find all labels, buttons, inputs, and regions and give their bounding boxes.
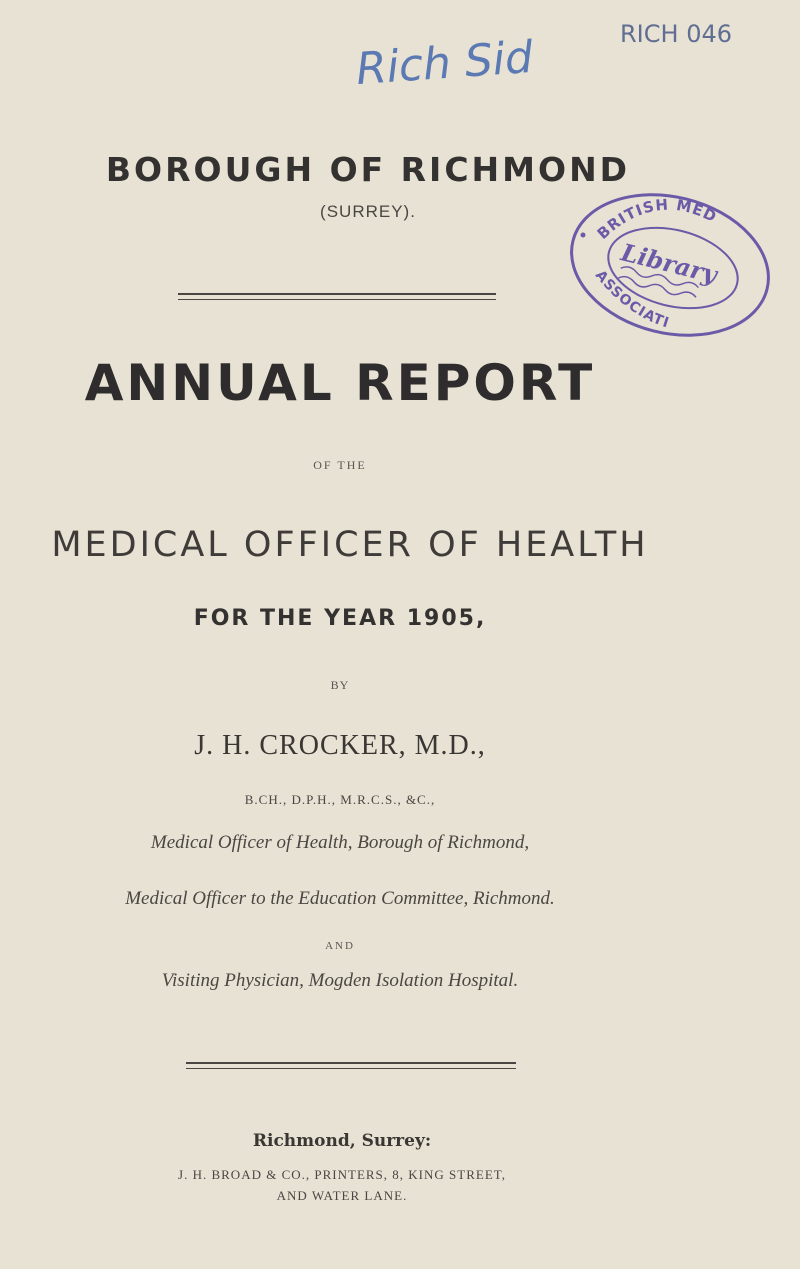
and-text: AND xyxy=(325,940,355,952)
handwritten-title: Rich Sid xyxy=(354,31,535,96)
library-stamp xyxy=(565,180,775,350)
stamp-top-text: BRITISH MED xyxy=(593,195,721,243)
by-text: BY xyxy=(330,678,350,692)
catalogue-reference: RICH 046 xyxy=(620,20,732,48)
stamp-center-text: Library xyxy=(618,237,721,290)
county-subheading: (SURREY). xyxy=(320,202,416,221)
imprint-place: Richmond, Surrey: xyxy=(252,1131,432,1151)
report-title: ANNUAL REPORT xyxy=(84,354,596,412)
stamp-bottom-text: ASSOCIATI xyxy=(591,267,672,332)
report-year: FOR THE YEAR 1905, xyxy=(193,606,487,631)
author-role-1: Medical Officer of Health, Borough of Richmond, xyxy=(150,832,530,853)
divider-bottom-thin xyxy=(186,1068,516,1069)
svg-text:ASSOCIATI xyxy=(592,267,671,331)
of-the-text: OF THE xyxy=(313,458,367,472)
author-name: J. H. CROCKER, M.D., xyxy=(194,730,486,761)
borough-heading: BOROUGH OF RICHMOND xyxy=(105,150,631,189)
author-role-2: Medical Officer to the Education Committee, Richmond. xyxy=(125,888,555,909)
imprint-printer-line-2: AND WATER LANE. xyxy=(276,1188,408,1203)
author-role-3: Visiting Physician, Mogden Isolation Hospital. xyxy=(161,970,519,991)
author-qualifications: B.CH., D.P.H., M.R.C.S., &C., xyxy=(244,792,436,807)
divider-top xyxy=(178,293,496,295)
divider-bottom xyxy=(186,1062,516,1064)
imprint-printer-line-1: J. H. BROAD & CO., PRINTERS, 8, KING STREET, xyxy=(178,1167,506,1182)
office-title: MEDICAL OFFICER OF HEALTH xyxy=(51,525,649,565)
divider-top-thin xyxy=(178,299,496,300)
